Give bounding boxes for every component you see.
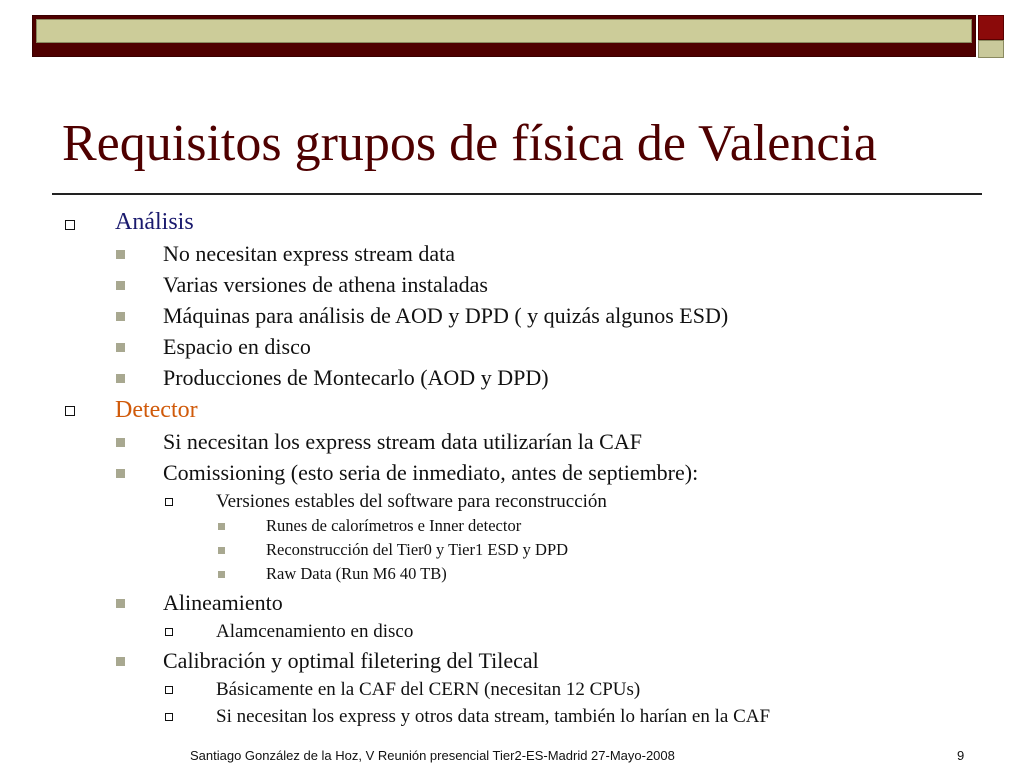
list-subitem: Alamcenamiento en disco <box>216 621 414 642</box>
list-subsubitem: Runes de calorímetros e Inner detector <box>266 516 522 535</box>
item-bullet-icon <box>116 469 125 478</box>
top-decorative-bar-inner <box>36 19 972 43</box>
top-decorative-bar <box>32 15 976 57</box>
list-subsubitem: Reconstrucción del Tier0 y Tier1 ESD y DPD <box>266 540 569 559</box>
footer-text: Santiago González de la Hoz, V Reunión presencial Tier2-ES-Madrid 27-Mayo-2008 <box>190 748 675 763</box>
subitem-bullet-icon <box>165 498 173 506</box>
item-bullet-icon <box>116 343 125 352</box>
item-bullet-icon <box>116 281 125 290</box>
item-bullet-icon <box>116 657 125 666</box>
list-subitem: Básicamente en la CAF del CERN (necesitan 12 CPUs) <box>216 679 641 700</box>
subsubitem-bullet-icon <box>218 571 225 578</box>
corner-square-olive <box>978 40 1004 58</box>
subitem-bullet-icon <box>165 686 173 694</box>
section-label-detector: Detector <box>115 397 198 423</box>
list-item: Espacio en disco <box>163 334 311 359</box>
list-subitem: Versiones estables del software para reconstrucción <box>216 491 607 512</box>
section-label-analisis: Análisis <box>115 209 194 235</box>
list-item: Máquinas para análisis de AOD y DPD ( y quizás algunos ESD) <box>163 303 729 328</box>
section-bullet-icon <box>65 406 75 416</box>
subitem-bullet-icon <box>165 628 173 636</box>
list-item: Varias versiones de athena instaladas <box>163 272 488 297</box>
list-subitem: Si necesitan los express y otros data stream, también lo harían en la CAF <box>216 706 771 727</box>
item-bullet-icon <box>116 374 125 383</box>
item-bullet-icon <box>116 438 125 447</box>
subsubitem-bullet-icon <box>218 547 225 554</box>
list-item: Comissioning (esto seria de inmediato, antes de septiembre): <box>163 460 699 485</box>
page-number: 9 <box>957 748 965 763</box>
section-bullet-icon <box>65 220 75 230</box>
list-item: No necesitan express stream data <box>163 241 455 266</box>
subsubitem-bullet-icon <box>218 523 225 530</box>
list-item: Alineamiento <box>163 590 283 615</box>
list-subsubitem: Raw Data (Run M6 40 TB) <box>266 564 447 583</box>
slide-title: Requisitos grupos de física de Valencia <box>62 115 877 172</box>
list-item: Calibración y optimal filetering del Tilecal <box>163 648 539 673</box>
item-bullet-icon <box>116 250 125 259</box>
list-item: Si necesitan los express stream data utilizarían la CAF <box>163 429 642 454</box>
item-bullet-icon <box>116 599 125 608</box>
subitem-bullet-icon <box>165 713 173 721</box>
list-item: Producciones de Montecarlo (AOD y DPD) <box>163 365 549 390</box>
title-rule <box>52 193 982 195</box>
corner-square-red <box>978 15 1004 40</box>
item-bullet-icon <box>116 312 125 321</box>
